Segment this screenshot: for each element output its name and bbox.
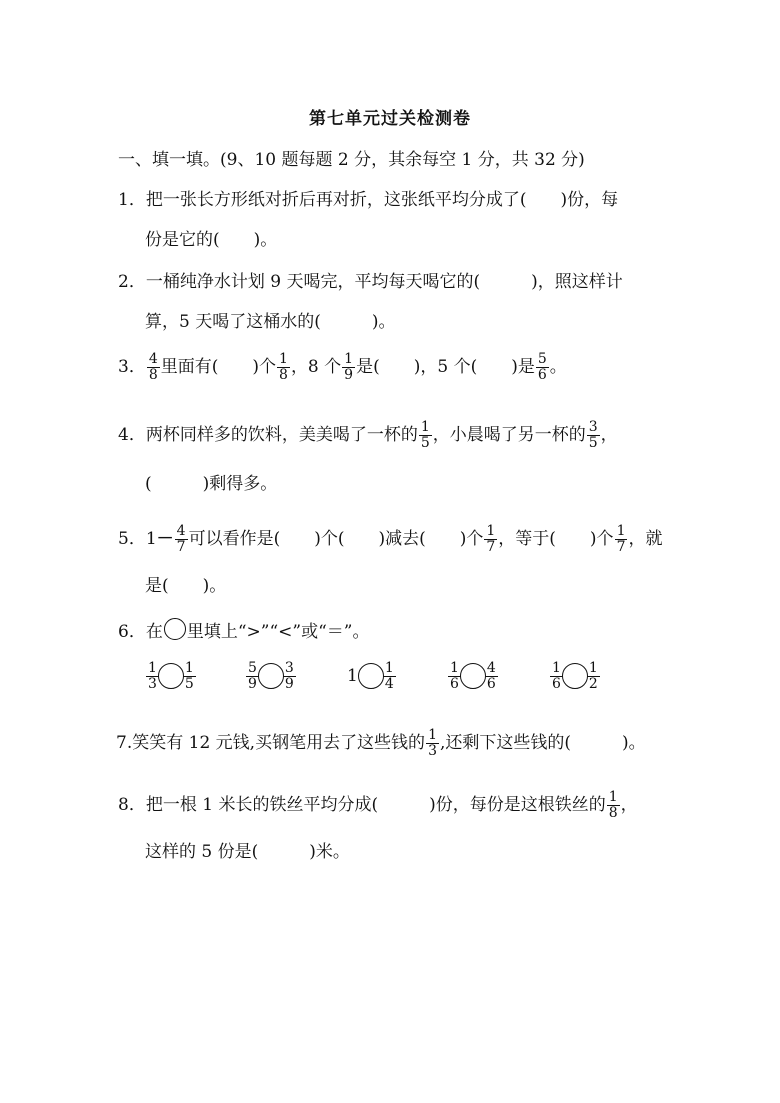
denominator: 9: [284, 675, 294, 692]
numerator: 1: [588, 659, 598, 676]
denominator: 7: [616, 539, 626, 555]
numerator: 1: [148, 659, 157, 676]
denominator: 6: [552, 675, 561, 692]
denominator: 6: [537, 367, 547, 383]
question-text: ，8 个: [290, 357, 342, 377]
answer-circle[interactable]: [460, 663, 486, 689]
denominator: 6: [450, 675, 459, 692]
denominator: 4: [384, 675, 394, 692]
fraction: [419, 420, 432, 451]
numerator: 5: [248, 659, 257, 676]
fraction: [485, 661, 498, 692]
answer-circle[interactable]: [258, 663, 284, 689]
denominator: 8: [148, 367, 158, 383]
numerator: 1: [279, 351, 288, 367]
fraction: [607, 790, 620, 821]
question-1-line-1: 1．把一张长方形纸对折后再对折，这张纸平均分成了( )份，每: [118, 190, 619, 210]
question-4-line-1: [118, 420, 618, 451]
fraction: [587, 661, 600, 692]
numerator: 4: [148, 351, 158, 367]
question-7: [116, 728, 646, 759]
question-number: 3．: [118, 357, 146, 377]
question-6-line: [118, 618, 369, 644]
fraction: [550, 661, 563, 692]
answer-circle[interactable]: [562, 663, 588, 689]
fraction: [283, 661, 296, 692]
minus-sign: －: [156, 529, 174, 549]
question-text: 里填上“>”“<”或“＝”。: [186, 622, 370, 642]
denominator: 5: [184, 675, 194, 692]
question-text: 里面有( )个: [160, 357, 277, 377]
fraction: [147, 352, 160, 383]
question-8-line-1: [118, 790, 638, 821]
denominator: 5: [420, 435, 430, 451]
denominator: 8: [608, 805, 618, 821]
numerator: 4: [486, 659, 496, 676]
denominator: 9: [344, 367, 354, 383]
question-1-line-2: 份是它的( )。: [145, 230, 278, 250]
numerator: 1: [486, 523, 496, 539]
numerator: 3: [284, 659, 294, 676]
denominator: 5: [588, 435, 598, 451]
numerator: 1: [450, 659, 459, 676]
fraction: [426, 728, 439, 759]
fraction: [448, 661, 461, 692]
comparison-item: [145, 654, 197, 698]
question-text: 。: [549, 357, 567, 377]
page-title: 第七单元过关检测卷: [309, 109, 471, 129]
question-5-line-1: [118, 524, 662, 555]
comparison-item: [447, 654, 499, 698]
numerator: 3: [588, 419, 598, 435]
numerator: 1: [384, 659, 394, 676]
question-text: ，就: [628, 529, 663, 549]
whole-number: 1: [145, 529, 157, 549]
numerator: 1: [616, 523, 626, 539]
question-text: ，小晨喝了另一杯的: [432, 425, 586, 445]
question-text: ，: [620, 795, 638, 815]
fraction: [175, 524, 188, 555]
answer-circle[interactable]: [358, 663, 384, 689]
fraction: [183, 661, 196, 692]
numerator: 1: [420, 419, 430, 435]
denominator: 9: [248, 675, 257, 692]
question-number: 5．: [118, 529, 146, 549]
fraction: [342, 352, 355, 383]
question-text: ，: [600, 425, 618, 445]
question-text: 8．把一根 1 米长的铁丝平均分成( )份，每份是这根铁丝的: [118, 795, 606, 815]
question-3: [118, 352, 567, 383]
fraction: [246, 661, 259, 692]
circle-icon: [164, 618, 186, 640]
denominator: 6: [486, 675, 496, 692]
question-8-line-2: 这样的 5 份是( )米。: [145, 842, 350, 862]
question-2-line-2: 算，5 天喝了这桶水的( )。: [145, 312, 396, 332]
question-text: ,还剩下这些钱的( )。: [439, 733, 646, 753]
fraction: [536, 352, 549, 383]
question-text: ，等于( )个: [498, 529, 614, 549]
numerator: 1: [608, 789, 618, 805]
numerator: 1: [552, 659, 561, 676]
numerator: 4: [176, 523, 186, 539]
fraction: [587, 420, 600, 451]
question-text: 7.笑笑有 12 元钱,买钢笔用去了这些钱的: [116, 733, 426, 753]
fraction: [615, 524, 628, 555]
whole-number: 1: [347, 666, 358, 686]
comparison-item: [347, 654, 397, 698]
denominator: 7: [176, 539, 186, 555]
answer-circle[interactable]: [158, 663, 184, 689]
denominator: 8: [279, 367, 288, 383]
denominator: 7: [486, 539, 496, 555]
question-text: 可以看作是( )个( )减去( )个: [188, 529, 484, 549]
denominator: 2: [588, 675, 598, 692]
fraction: [146, 661, 159, 692]
comparison-row: [145, 654, 615, 698]
denominator: 3: [148, 675, 157, 692]
fraction: [277, 352, 290, 383]
question-4-line-2: ( )剩得多。: [145, 474, 278, 494]
numerator: 5: [537, 351, 547, 367]
question-text: 是( )，5 个( )是: [356, 357, 535, 377]
numerator: 1: [428, 727, 437, 743]
comparison-item: [549, 654, 601, 698]
fraction: [484, 524, 497, 555]
numerator: 1: [184, 659, 194, 676]
comparison-item: [245, 654, 297, 698]
question-5-line-2: 是( )。: [145, 576, 227, 596]
section-heading: 一、填一填。(9、10 题每题 2 分，其余每空 1 分，共 32 分): [118, 150, 585, 170]
numerator: 1: [344, 351, 354, 367]
denominator: 3: [428, 743, 437, 759]
fraction: [383, 661, 396, 692]
question-2-line-1: 2．一桶纯净水计划 9 天喝完，平均每天喝它的( )，照这样计: [118, 272, 623, 292]
question-text: 6．在: [118, 622, 163, 642]
question-text: 4．两杯同样多的饮料，美美喝了一杯的: [118, 425, 418, 445]
